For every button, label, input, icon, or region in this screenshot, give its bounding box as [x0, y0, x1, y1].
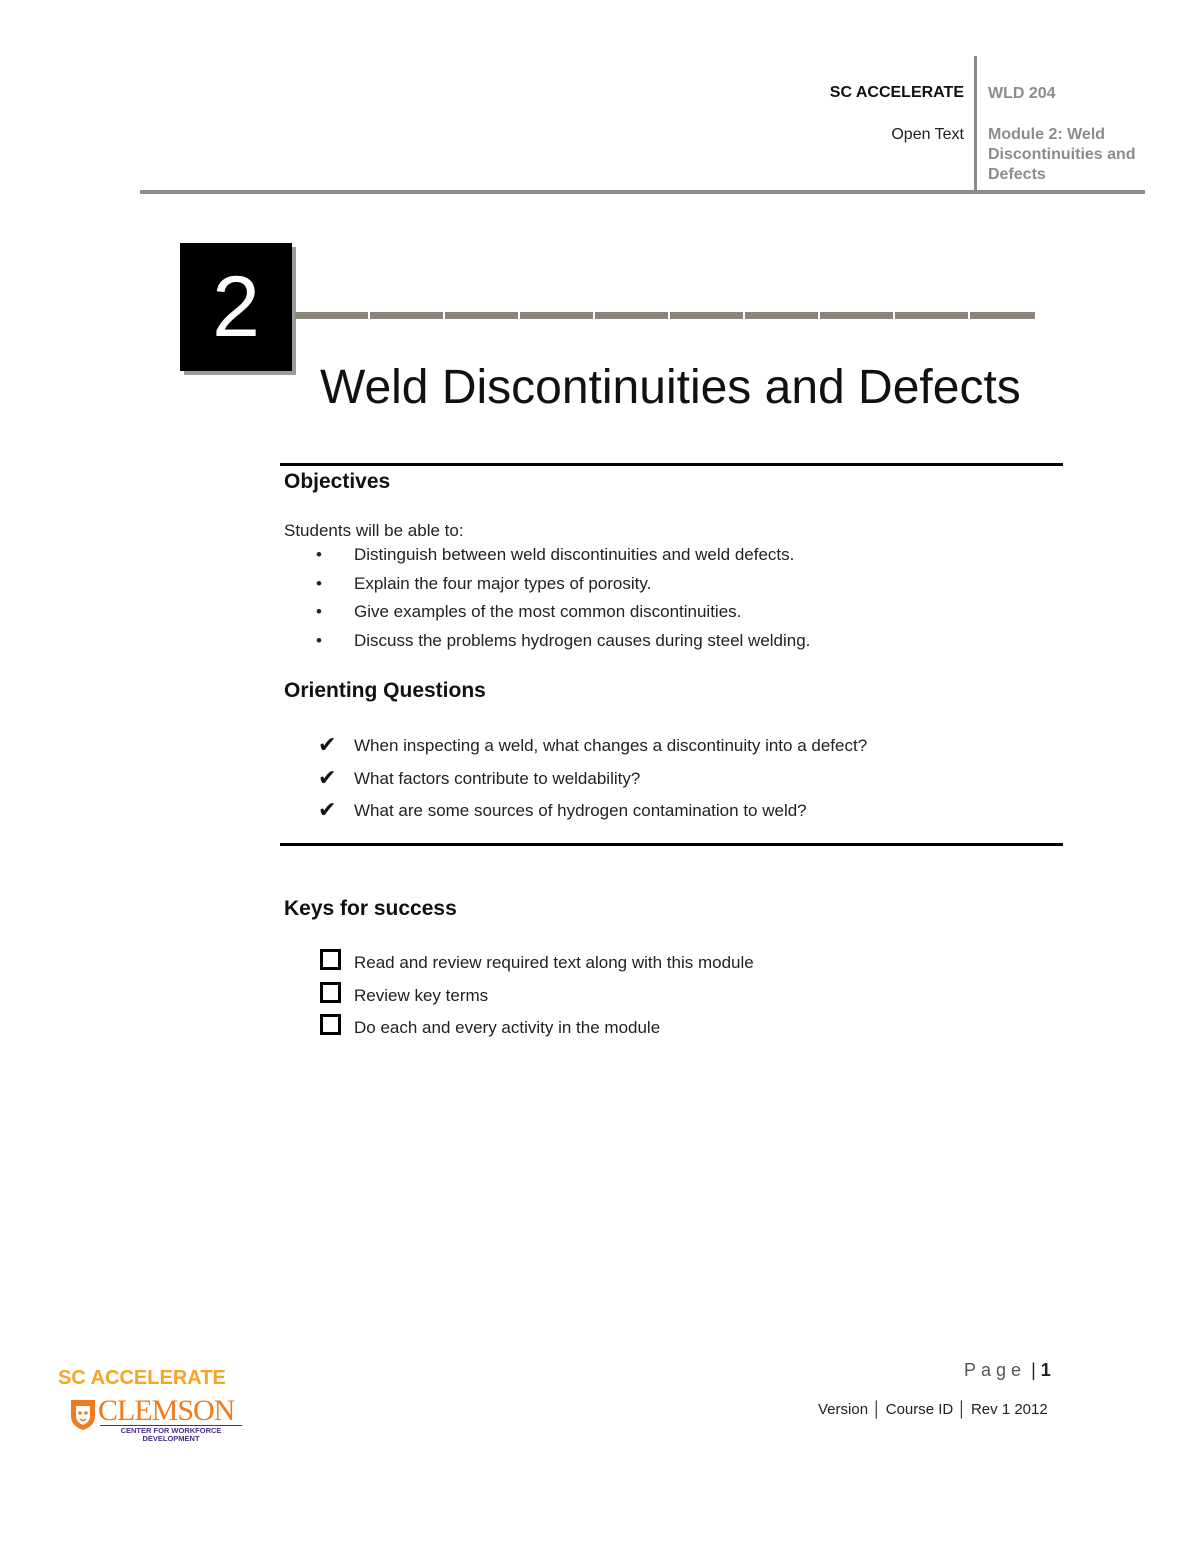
- checkbox-icon: [320, 982, 341, 1003]
- logo-subtitle: CENTER FOR WORKFORCE DEVELOPMENT: [100, 1425, 242, 1443]
- header-org: SC ACCELERATE: [829, 84, 964, 101]
- chapter-rule: [295, 312, 1035, 319]
- header-course-code: WLD 204: [988, 85, 1056, 102]
- objectives-heading: Objectives: [284, 470, 391, 493]
- header-divider-vertical: [974, 56, 977, 194]
- clemson-tiger-icon: [68, 1398, 98, 1432]
- header-doc-type: Open Text: [891, 126, 964, 143]
- bullet-icon: •: [316, 573, 322, 593]
- section-rule-top: [280, 463, 1063, 466]
- keys-heading: Keys for success: [284, 897, 457, 920]
- list-item: ✔ When inspecting a weld, what changes a discontinuity into a defect?: [318, 732, 868, 757]
- chapter-number: 2: [180, 243, 292, 371]
- list-item: ✔ What factors contribute to weldability?: [318, 764, 641, 790]
- logo-name: CLEMSON: [98, 1394, 235, 1427]
- orienting-heading: Orienting Questions: [284, 679, 486, 702]
- checkbox-icon: [320, 1014, 341, 1035]
- list-item: • Discuss the problems hydrogen causes during steel welding.: [316, 630, 811, 650]
- section-rule-bottom: [280, 843, 1063, 846]
- list-item: Read and review required text along with this module: [318, 953, 754, 986]
- list-item: Review key terms: [318, 986, 754, 1019]
- page-separator: |: [1031, 1360, 1036, 1380]
- objectives-intro: Students will be able to:: [284, 521, 464, 540]
- bullet-icon: •: [316, 630, 322, 650]
- logo-org: SC ACCELERATE: [58, 1367, 226, 1389]
- orienting-list: [318, 732, 868, 834]
- list-item: • Give examples of the most common discontinuities.: [316, 602, 742, 621]
- list-item: Do each and every activity in the module: [318, 1018, 754, 1051]
- objectives-list: [282, 545, 810, 659]
- checkmark-icon: ✔: [318, 797, 337, 822]
- bullet-icon: •: [316, 602, 322, 621]
- version-line: Version │ Course ID │ Rev 1 2012: [818, 1401, 1048, 1418]
- checkmark-icon: ✔: [318, 764, 337, 790]
- list-item: • Distinguish between weld discontinuities and weld defects.: [316, 545, 795, 564]
- list-item: ✔ What are some sources of hydrogen contamination to weld?: [318, 797, 807, 822]
- bullet-icon: •: [316, 545, 322, 564]
- header-divider-horizontal: [140, 190, 1145, 194]
- keys-list: [318, 953, 754, 1051]
- chapter-title: Weld Discontinuities and Defects: [320, 361, 1021, 414]
- checkmark-icon: ✔: [318, 732, 337, 757]
- page-number: 1: [1040, 1360, 1051, 1380]
- page-label: Page: [964, 1360, 1027, 1380]
- checkbox-icon: [320, 949, 341, 970]
- page-indicator: [964, 1360, 1051, 1381]
- header-module-title: Module 2: Weld Discontinuities and Defects: [988, 126, 1136, 183]
- list-item: • Explain the four major types of porosity.: [316, 573, 652, 593]
